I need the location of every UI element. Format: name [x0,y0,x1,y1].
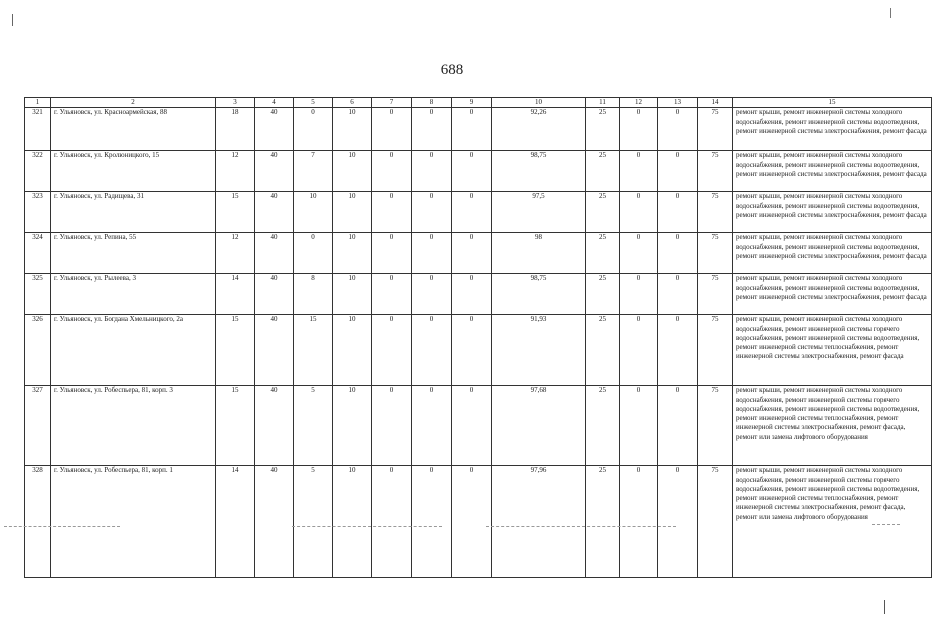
table-cell: 25 [586,151,620,192]
table-cell: 75 [698,274,733,315]
row-number: 328 [25,466,51,578]
table-cell: 0 [452,386,492,466]
table-cell: 0 [412,151,452,192]
column-number: 3 [216,98,255,108]
table-cell: 25 [586,274,620,315]
column-number: 8 [412,98,452,108]
table-cell: 40 [255,192,294,233]
table-cell: 0 [412,315,452,386]
table-cell: 0 [412,466,452,578]
address-cell: г. Ульяновск, ул. Кролюницкого, 15 [51,151,216,192]
address-cell: г. Ульяновск, ул. Богдана Хмельницкого, 2а [51,315,216,386]
table-cell: 25 [586,233,620,274]
scan-edge-mark [890,8,891,18]
table-row [25,386,932,466]
table-cell: 0 [372,233,412,274]
table-cell: 10 [333,315,372,386]
work-list-cell: ремонт крыши, ремонт инженерной системы холодного водоснабжения, ремонт инженерной системы горячего водоснабжения, ремонт инженерной системы водоотведения, ремонт инженерной системы теплоснабжения, ремонт инженерной системы электроснабжения, ремонт фасада, ремонт или замена лифтового оборудования [733,466,932,578]
table-cell: 10 [333,108,372,151]
table-cell: 40 [255,151,294,192]
table-cell: 15 [216,315,255,386]
table-cell: 0 [658,151,698,192]
table-cell: 0 [452,108,492,151]
table-cell: 15 [216,192,255,233]
table-cell: 0 [412,108,452,151]
table-cell: 0 [452,192,492,233]
table-cell: 40 [255,108,294,151]
row-number: 324 [25,233,51,274]
table-cell: 0 [372,274,412,315]
table-cell: 7 [294,151,333,192]
table-cell: 0 [620,315,658,386]
table-cell: 0 [658,274,698,315]
table-cell: 0 [372,192,412,233]
table-cell: 10 [333,151,372,192]
column-number: 1 [25,98,51,108]
table-cell: 0 [372,386,412,466]
address-cell: г. Ульяновск, ул. Красноармейская, 88 [51,108,216,151]
table-cell: 75 [698,192,733,233]
table-row [25,233,932,274]
table-cell: 97,96 [492,466,586,578]
work-list-cell: ремонт крыши, ремонт инженерной системы холодного водоснабжения, ремонт инженерной системы водоотведения, ремонт инженерной системы электроснабжения, ремонт фасада [733,192,932,233]
column-number: 2 [51,98,216,108]
table-cell: 10 [294,192,333,233]
table-cell: 91,93 [492,315,586,386]
table-cell: 40 [255,466,294,578]
address-cell: г. Ульяновск, ул. Робеспьера, 81, корп. 3 [51,386,216,466]
table-cell: 0 [452,315,492,386]
table-cell: 14 [216,466,255,578]
table-row [25,192,932,233]
table-cell: 75 [698,233,733,274]
table-cell: 75 [698,151,733,192]
table-cell: 0 [452,233,492,274]
work-list-cell: ремонт крыши, ремонт инженерной системы холодного водоснабжения, ремонт инженерной системы горячего водоснабжения, ремонт инженерной системы водоотведения, ремонт инженерной системы теплоснабжения, ремонт инженерной системы электроснабжения, ремонт фасада, ремонт или замена лифтового оборудования [733,386,932,466]
table-cell: 0 [372,466,412,578]
column-number: 4 [255,98,294,108]
column-number: 12 [620,98,658,108]
table-cell: 10 [333,233,372,274]
address-cell: г. Ульяновск, ул. Рылеева, 3 [51,274,216,315]
scan-artifact-mark [884,600,885,614]
row-number: 323 [25,192,51,233]
table-cell: 98,75 [492,151,586,192]
table-cell: 0 [452,466,492,578]
table-cell: 0 [620,274,658,315]
table-cell: 40 [255,274,294,315]
column-number: 13 [658,98,698,108]
table-cell: 40 [255,386,294,466]
table-cell: 15 [216,386,255,466]
column-number: 14 [698,98,733,108]
table-cell: 0 [620,233,658,274]
work-list-cell: ремонт крыши, ремонт инженерной системы холодного водоснабжения, ремонт инженерной системы водоотведения, ремонт инженерной системы электроснабжения, ремонт фасада [733,108,932,151]
table-cell: 0 [620,151,658,192]
column-number: 6 [333,98,372,108]
column-number: 11 [586,98,620,108]
work-list-cell: ремонт крыши, ремонт инженерной системы холодного водоснабжения, ремонт инженерной системы водоотведения, ремонт инженерной системы электроснабжения, ремонт фасада [733,151,932,192]
table-cell: 0 [658,466,698,578]
table-cell: 0 [658,192,698,233]
scan-artifact-line [4,526,120,527]
row-number: 322 [25,151,51,192]
address-cell: г. Ульяновск, ул. Робеспьера, 81, корп. 1 [51,466,216,578]
row-number: 321 [25,108,51,151]
table-cell: 25 [586,108,620,151]
page-number: 688 [440,62,464,78]
table-cell: 0 [412,386,452,466]
table-cell: 75 [698,108,733,151]
table-cell: 0 [658,315,698,386]
table-cell: 10 [333,386,372,466]
table-cell: 0 [620,192,658,233]
table-cell: 75 [698,386,733,466]
table-cell: 0 [658,108,698,151]
table-cell: 0 [620,108,658,151]
work-list-cell: ремонт крыши, ремонт инженерной системы холодного водоснабжения, ремонт инженерной системы горячего водоснабжения, ремонт инженерной системы водоотведения, ремонт инженерной системы теплоснабжения, ремонт инженерной системы электроснабжения, ремонт фасада [733,315,932,386]
work-list-cell: ремонт крыши, ремонт инженерной системы холодного водоснабжения, ремонт инженерной системы водоотведения, ремонт инженерной системы электроснабжения, ремонт фасада [733,274,932,315]
table-cell: 98,75 [492,274,586,315]
table-cell: 75 [698,466,733,578]
column-number: 15 [733,98,932,108]
table-cell: 40 [255,315,294,386]
column-number-row [25,98,932,108]
table-cell: 8 [294,274,333,315]
table-cell: 14 [216,274,255,315]
table-row [25,315,932,386]
table-cell: 5 [294,466,333,578]
table-cell: 75 [698,315,733,386]
table-cell: 97,5 [492,192,586,233]
table-cell: 0 [372,315,412,386]
table-row [25,466,932,578]
scan-artifact-line [486,526,676,527]
table-row [25,151,932,192]
table-cell: 0 [412,233,452,274]
table-cell: 40 [255,233,294,274]
column-number: 7 [372,98,412,108]
table-cell: 25 [586,192,620,233]
work-list-cell: ремонт крыши, ремонт инженерной системы холодного водоснабжения, ремонт инженерной системы водоотведения, ремонт инженерной системы электроснабжения, ремонт фасада [733,233,932,274]
register-table [24,97,932,578]
table-cell: 5 [294,386,333,466]
table-cell: 25 [586,315,620,386]
table-cell: 18 [216,108,255,151]
table-cell: 0 [372,151,412,192]
table-cell: 25 [586,466,620,578]
row-number: 327 [25,386,51,466]
column-number: 10 [492,98,586,108]
table-cell: 12 [216,151,255,192]
table-cell: 0 [412,192,452,233]
table-cell: 98 [492,233,586,274]
table-cell: 0 [294,233,333,274]
table-row [25,274,932,315]
table-cell: 10 [333,274,372,315]
table-cell: 15 [294,315,333,386]
scan-edge-mark [12,14,13,26]
table-cell: 0 [620,386,658,466]
table-cell: 0 [620,466,658,578]
row-number: 325 [25,274,51,315]
row-number: 326 [25,315,51,386]
column-number: 5 [294,98,333,108]
address-cell: г. Ульяновск, ул. Радищева, 31 [51,192,216,233]
table-cell: 0 [372,108,412,151]
table-row [25,108,932,151]
table-cell: 12 [216,233,255,274]
table-cell: 10 [333,466,372,578]
table-cell: 0 [452,274,492,315]
table-cell: 0 [412,274,452,315]
scan-artifact-line [872,524,900,525]
table-cell: 0 [294,108,333,151]
table-cell: 92,26 [492,108,586,151]
address-cell: г. Ульяновск, ул. Репина, 55 [51,233,216,274]
table-cell: 0 [452,151,492,192]
column-number: 9 [452,98,492,108]
table-cell: 25 [586,386,620,466]
scan-artifact-line [292,526,442,527]
table-cell: 97,68 [492,386,586,466]
table-cell: 10 [333,192,372,233]
table-cell: 0 [658,233,698,274]
table-cell: 0 [658,386,698,466]
